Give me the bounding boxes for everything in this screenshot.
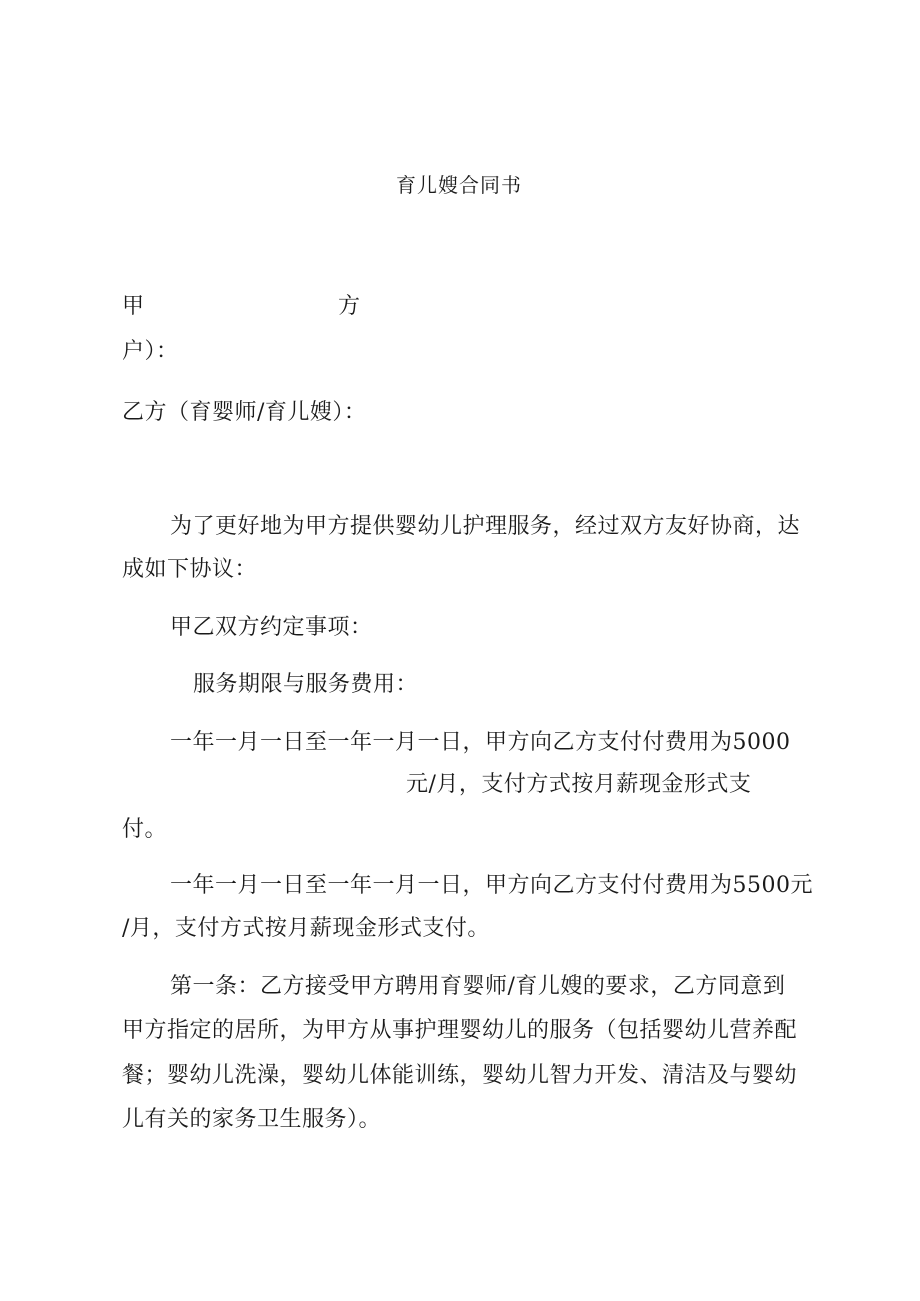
party-a-label-continuation: 户）： [122,339,179,364]
party-a-label-first: 甲 [122,294,145,319]
agreed-items-heading: 甲乙双方约定事项： [170,615,373,640]
article-1-line-1: 第一条：乙方接受甲方聘用育婴师/育儿嫂的要求，乙方同意到 [170,974,786,999]
intro-line-1: 为了更好地为甲方提供婴幼儿护理服务，经过双方友好协商，达 [170,514,801,539]
period-2-line-1: 一年一月一日至一年一月一日，甲方向乙方支付付费用为5500元 [170,873,813,898]
service-heading: 服务期限与服务费用： [193,672,419,697]
document-title: 育儿嫂合同书 [396,173,522,197]
article-1-line-3: 餐；婴幼儿洗澡，婴幼儿体能训练，婴幼儿智力开发、清洁及与婴幼 [122,1063,798,1088]
period-1-line-3: 付。 [122,817,168,842]
article-1-line-2: 甲方指定的居所，为甲方从事护理婴幼儿的服务（包括婴幼儿营养配 [122,1018,798,1043]
party-a-label-second: 方 [338,294,361,319]
party-b-label: 乙方（育婴师/育儿嫂）： [122,400,367,425]
article-1-line-4: 儿有关的家务卫生服务）。 [122,1107,382,1132]
period-1-line-1: 一年一月一日至一年一月一日，甲方向乙方支付付费用为5000 [170,730,791,755]
intro-line-2: 成如下协议： [122,557,258,582]
period-2-line-2: /月，支付方式按月薪现金形式支付。 [122,916,490,941]
period-1-line-2: 元/月，支付方式按月薪现金形式支 [406,772,752,797]
